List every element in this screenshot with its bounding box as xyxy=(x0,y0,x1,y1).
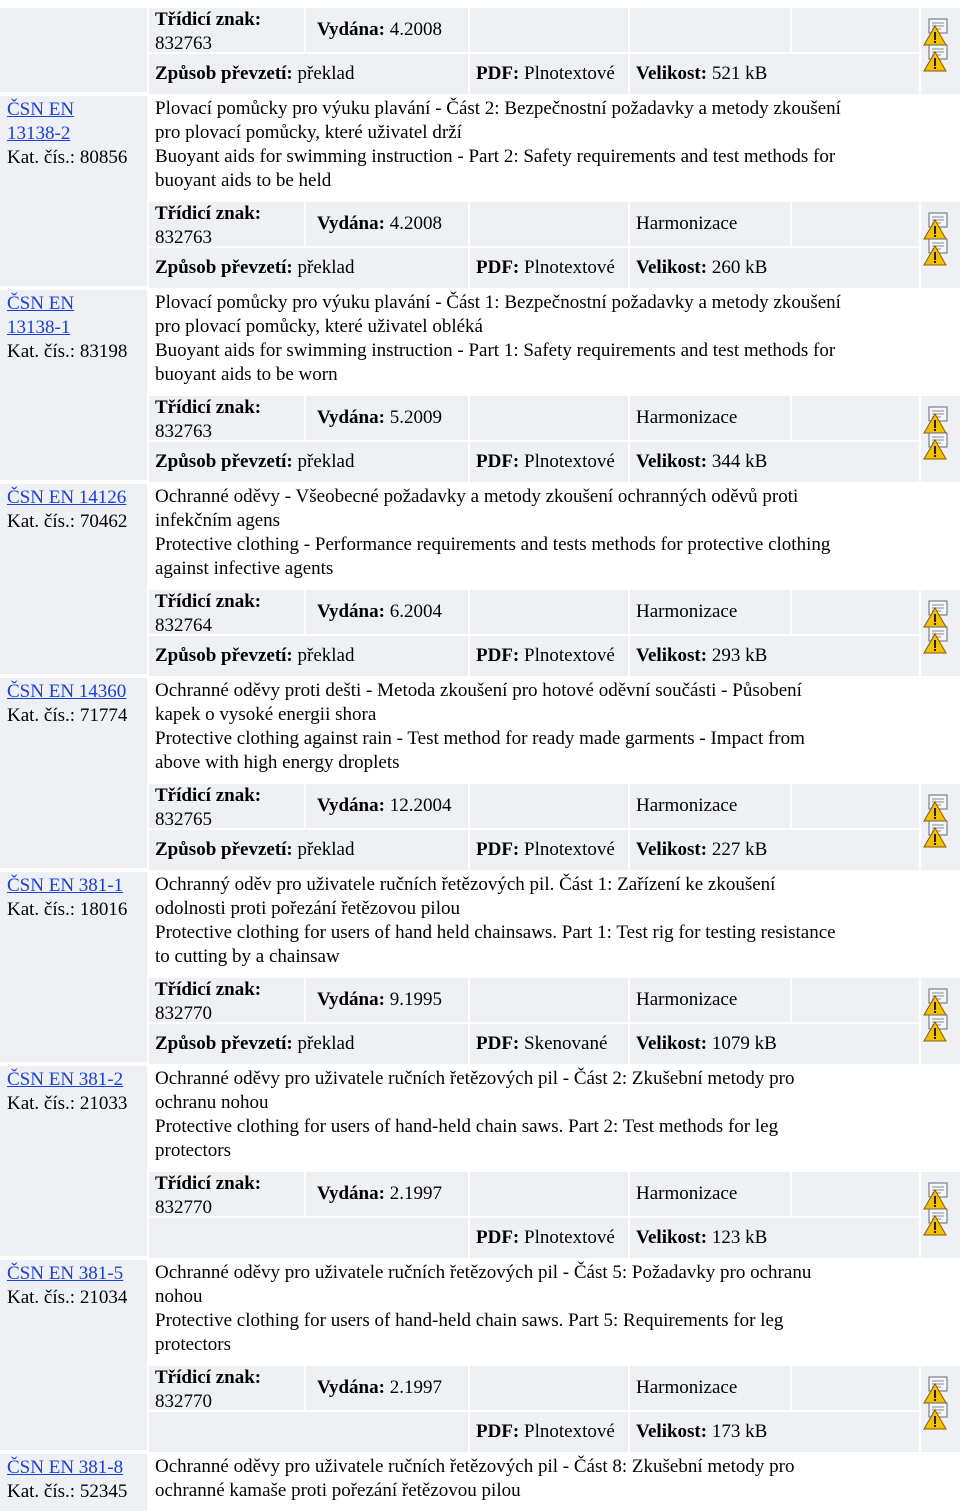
harmonizace-cell xyxy=(630,1366,790,1410)
kat-label: Kat. čís.: xyxy=(7,1287,76,1308)
vydana-value: 4.2008 xyxy=(389,19,442,40)
vydana-value: 9.1995 xyxy=(389,989,442,1010)
title-en-line: protectors xyxy=(155,1334,231,1355)
zpusob-value: překlad xyxy=(297,839,355,860)
zpusob-label: Způsob převzetí: xyxy=(155,451,293,472)
document-warning-icon[interactable] xyxy=(923,988,954,1016)
title-cz-line: ochranné kamaše proti pořezání řetězovou pilou xyxy=(155,1480,521,1501)
title-cz-line: ochranu nohou xyxy=(155,1092,269,1113)
kat-value: 21034 xyxy=(79,1287,128,1308)
empty-cell xyxy=(792,784,919,828)
standard-link[interactable]: ČSN EN 14360 xyxy=(7,681,127,702)
zpusob-cell xyxy=(149,830,468,870)
standard-cell xyxy=(0,290,147,480)
standard-link[interactable]: ČSN EN 13138-2 xyxy=(7,99,75,144)
title-en-line: above with high energy droplets xyxy=(155,752,400,773)
kat-value: 52345 xyxy=(79,1481,128,1502)
document-warning-icon[interactable] xyxy=(923,1376,954,1404)
kat-value: 21033 xyxy=(79,1093,128,1114)
pdf-cell xyxy=(470,830,628,870)
trideni-label: Třídicí znak: xyxy=(155,591,262,612)
vydana-label: Vydána: xyxy=(317,795,385,816)
title-cz-line: Ochranný oděv pro uživatele ručních řetězových pil. Část 1: Zařízení ke zkoušení xyxy=(155,874,776,895)
item-icons xyxy=(921,590,960,676)
standard-cell xyxy=(0,678,147,868)
document-warning-icon[interactable] xyxy=(923,1182,954,1210)
zpusob-label: Způsob převzetí: xyxy=(155,257,293,278)
zpusob-label: Způsob převzetí: xyxy=(155,645,293,666)
velikost-cell xyxy=(630,830,919,870)
trideni-value: 832763 xyxy=(155,33,212,52)
document-warning-icon[interactable] xyxy=(923,1208,954,1236)
trideni-value: 832770 xyxy=(155,1003,212,1022)
pdf-value: Plnotextové xyxy=(524,451,615,472)
title-cz-line: Ochranné oděvy - Všeobecné požadavky a metody zkoušení ochranných oděvů proti xyxy=(155,486,799,507)
harmonizace-value: Harmonizace xyxy=(636,407,738,428)
vydana-label: Vydána: xyxy=(317,1377,385,1398)
trideni-cell xyxy=(149,1366,304,1410)
velikost-cell xyxy=(630,1024,919,1064)
standard-description xyxy=(149,290,919,387)
pdf-label: PDF: xyxy=(476,1421,520,1442)
standard-entry xyxy=(149,678,919,868)
harmonizace-cell xyxy=(630,202,790,246)
title-cz-line: nohou xyxy=(155,1286,203,1307)
title-cz-line: Plovací pomůcky pro výuku plavání - Část 2: Bezpečnostní požadavky a metody zkoušení xyxy=(155,98,841,119)
pdf-label: PDF: xyxy=(476,839,520,860)
velikost-value: 521 kB xyxy=(711,63,768,84)
vydana-label: Vydána: xyxy=(317,213,385,234)
standard-description xyxy=(149,484,919,581)
zpusob-cell xyxy=(149,248,468,288)
trideni-value: 832763 xyxy=(155,421,212,440)
vydana-cell xyxy=(306,202,468,246)
trideni-cell xyxy=(149,202,304,246)
item-icons xyxy=(921,396,960,482)
zpusob-cell xyxy=(149,636,468,676)
item-icons xyxy=(921,784,960,870)
standard-link[interactable]: ČSN EN 381-2 xyxy=(7,1069,124,1090)
pdf-label: PDF: xyxy=(476,63,520,84)
trideni-cell xyxy=(149,396,304,440)
kat-value: 71774 xyxy=(79,705,128,726)
title-en-line: Buoyant aids for swimming instruction - Part 1: Safety requirements and test methods for xyxy=(155,340,836,361)
empty-cell xyxy=(792,978,919,1022)
title-cz-line: infekčním agens xyxy=(155,510,281,531)
pdf-cell xyxy=(470,1218,628,1258)
vydana-cell xyxy=(306,978,468,1022)
empty-cell xyxy=(792,396,919,440)
vydana-label: Vydána: xyxy=(317,407,385,428)
zpusob-value: překlad xyxy=(297,63,355,84)
title-cz-line: pro plovací pomůcky, které uživatel drží xyxy=(155,122,462,143)
title-cz-line: odolnosti proti pořezání řetězovou pilou xyxy=(155,898,460,919)
empty-cell xyxy=(470,8,628,52)
title-en-line: Protective clothing for users of hand-held chain saws. Part 2: Test methods for leg xyxy=(155,1116,779,1137)
zpusob-cell xyxy=(149,54,468,94)
standard-cell xyxy=(0,872,147,1062)
zpusob-cell xyxy=(149,1024,468,1064)
kat-value: 80856 xyxy=(79,147,128,168)
trideni-label: Třídicí znak: xyxy=(155,785,262,806)
velikost-cell xyxy=(630,636,919,676)
standard-entry xyxy=(149,96,919,286)
document-warning-icon[interactable] xyxy=(923,406,954,434)
vydana-value: 6.2004 xyxy=(389,601,442,622)
top-left-cell xyxy=(0,8,147,92)
pdf-label: PDF: xyxy=(476,1227,520,1248)
empty-cell xyxy=(792,202,919,246)
zpusob-value: překlad xyxy=(297,451,355,472)
standard-cell xyxy=(0,1454,147,1511)
empty-cell xyxy=(470,396,628,440)
item-icons xyxy=(921,202,960,288)
title-en-line: Protective clothing against rain - Test method for ready made garments - Impact from xyxy=(155,728,805,749)
standard-entry xyxy=(149,872,919,1062)
vydana-cell xyxy=(306,396,468,440)
empty-cell xyxy=(470,1366,628,1410)
velikost-value: 123 kB xyxy=(711,1227,768,1248)
empty-cell xyxy=(792,8,919,52)
harmonizace-cell xyxy=(630,590,790,634)
vydana-value: 5.2009 xyxy=(389,407,442,428)
trideni-value: 832763 xyxy=(155,227,212,246)
harmonizace-value: Harmonizace xyxy=(636,1377,738,1398)
zpusob-label: Způsob převzetí: xyxy=(155,63,293,84)
kat-value: 70462 xyxy=(79,511,128,532)
zpusob-cell xyxy=(149,442,468,482)
velikost-label: Velikost: xyxy=(636,257,708,278)
pdf-label: PDF: xyxy=(476,1033,520,1054)
item-icons xyxy=(921,1366,960,1452)
title-cz-line: Ochranné oděvy pro uživatele ručních řetězových pil - Část 8: Zkušební metody pro xyxy=(155,1456,795,1477)
vydana-cell xyxy=(306,1172,468,1216)
harmonizace-value: Harmonizace xyxy=(636,795,738,816)
standard-description xyxy=(149,872,919,969)
velikost-value: 260 kB xyxy=(711,257,768,278)
kat-label: Kat. čís.: xyxy=(7,147,76,168)
trideni-cell xyxy=(149,590,304,634)
zpusob-label: Způsob převzetí: xyxy=(155,839,293,860)
pdf-cell xyxy=(470,1024,628,1064)
harmonizace-cell xyxy=(630,978,790,1022)
title-cz-line: kapek o vysoké energii shora xyxy=(155,704,377,725)
kat-label: Kat. čís.: xyxy=(7,899,76,920)
title-cz-line: Ochranné oděvy pro uživatele ručních řetězových pil - Část 2: Zkušební metody pro xyxy=(155,1068,795,1089)
trideni-value: 832770 xyxy=(155,1391,212,1410)
kat-label: Kat. čís.: xyxy=(7,1481,76,1502)
pdf-cell xyxy=(470,54,628,94)
title-cz-line: pro plovací pomůcky, které uživatel obléká xyxy=(155,316,483,337)
standard-entry xyxy=(149,1454,919,1511)
trideni-cell xyxy=(149,978,304,1022)
vydana-label: Vydána: xyxy=(317,19,385,40)
standard-entry xyxy=(149,484,919,674)
pdf-cell xyxy=(470,442,628,482)
standard-link[interactable]: ČSN EN 381-8 xyxy=(7,1457,124,1478)
velikost-value: 293 kB xyxy=(711,645,768,666)
velikost-value: 1079 kB xyxy=(711,1033,777,1054)
standard-cell xyxy=(0,1066,147,1256)
vydana-cell xyxy=(306,784,468,828)
title-cz-line: Ochranné oděvy proti dešti - Metoda zkoušení pro hotové oděvní součásti - Působení xyxy=(155,680,802,701)
top-icons xyxy=(921,8,960,94)
document-warning-icon[interactable] xyxy=(923,212,954,240)
velikost-label: Velikost: xyxy=(636,839,708,860)
vydana-value: 2.1997 xyxy=(389,1183,442,1204)
document-warning-icon[interactable] xyxy=(923,44,954,72)
zpusob-cell xyxy=(149,1218,468,1258)
velikost-cell xyxy=(630,1218,919,1258)
velikost-value: 344 kB xyxy=(711,451,768,472)
standard-link[interactable]: ČSN EN 13138-1 xyxy=(7,293,75,338)
empty-cell xyxy=(470,1172,628,1216)
velikost-label: Velikost: xyxy=(636,63,708,84)
empty-cell xyxy=(470,590,628,634)
standard-link[interactable]: ČSN EN 381-1 xyxy=(7,875,124,896)
empty-cell xyxy=(470,784,628,828)
velikost-label: Velikost: xyxy=(636,1033,708,1054)
pdf-value: Plnotextové xyxy=(524,839,615,860)
zpusob-label: Způsob převzetí: xyxy=(155,1033,293,1054)
harmonizace-value: Harmonizace xyxy=(636,213,738,234)
document-warning-icon[interactable] xyxy=(923,794,954,822)
empty-cell xyxy=(792,1172,919,1216)
empty-cell xyxy=(470,978,628,1022)
pdf-label: PDF: xyxy=(476,645,520,666)
vydana-cell xyxy=(306,8,468,52)
velikost-label: Velikost: xyxy=(636,451,708,472)
velikost-label: Velikost: xyxy=(636,1227,708,1248)
zpusob-value: překlad xyxy=(297,1033,355,1054)
document-warning-icon[interactable] xyxy=(923,600,954,628)
standard-description xyxy=(149,96,919,193)
kat-label: Kat. čís.: xyxy=(7,1093,76,1114)
standard-entry xyxy=(149,290,919,480)
standard-description xyxy=(149,1260,919,1357)
vydana-label: Vydána: xyxy=(317,1183,385,1204)
item-icons xyxy=(921,1172,960,1258)
standard-entry xyxy=(149,1260,919,1450)
pdf-value: Plnotextové xyxy=(524,257,615,278)
title-en-line: buoyant aids to be worn xyxy=(155,364,338,385)
zpusob-value: překlad xyxy=(297,257,355,278)
pdf-value: Plnotextové xyxy=(524,1421,615,1442)
trideni-label: Třídicí znak: xyxy=(155,397,262,418)
title-en-line: buoyant aids to be held xyxy=(155,170,332,191)
zpusob-cell xyxy=(149,1412,468,1452)
zpusob-value: překlad xyxy=(297,645,355,666)
standard-description xyxy=(149,1454,919,1503)
trideni-label: Třídicí znak: xyxy=(155,979,262,1000)
document-warning-icon[interactable] xyxy=(923,238,954,266)
velikost-value: 173 kB xyxy=(711,1421,768,1442)
kat-label: Kat. čís.: xyxy=(7,341,76,362)
pdf-value: Plnotextové xyxy=(524,1227,615,1248)
velikost-value: 227 kB xyxy=(711,839,768,860)
velikost-label: Velikost: xyxy=(636,1421,708,1442)
kat-label: Kat. čís.: xyxy=(7,511,76,532)
kat-value: 83198 xyxy=(79,341,128,362)
pdf-value: Plnotextové xyxy=(524,63,615,84)
trideni-label: Třídicí znak: xyxy=(155,9,262,30)
vydana-value: 4.2008 xyxy=(389,213,442,234)
title-en-line: Protective clothing - Performance requirements and tests methods for protective clothing xyxy=(155,534,831,555)
empty-cell xyxy=(470,202,628,246)
kat-value: 18016 xyxy=(79,899,128,920)
title-en-line: Protective clothing for users of hand held chainsaws. Part 1: Test rig for testing resistance xyxy=(155,922,836,943)
pdf-label: PDF: xyxy=(476,451,520,472)
pdf-value: Plnotextové xyxy=(524,645,615,666)
velikost-label: Velikost: xyxy=(636,645,708,666)
trideni-value: 832764 xyxy=(155,615,212,634)
empty-cell xyxy=(792,1366,919,1410)
standard-cell xyxy=(0,484,147,674)
standard-description xyxy=(149,1066,919,1163)
velikost-cell xyxy=(630,54,919,94)
pdf-cell xyxy=(470,248,628,288)
title-en-line: to cutting by a chainsaw xyxy=(155,946,340,967)
harmonizace-value: Harmonizace xyxy=(636,601,738,622)
kat-label: Kat. čís.: xyxy=(7,705,76,726)
standard-cell xyxy=(0,1260,147,1450)
standard-entry xyxy=(149,1066,919,1256)
harmonizace-cell xyxy=(630,396,790,440)
vydana-value: 12.2004 xyxy=(389,795,452,816)
harmonizace-value: Harmonizace xyxy=(636,1183,738,1204)
vydana-label: Vydána: xyxy=(317,601,385,622)
trideni-value: 832770 xyxy=(155,1197,212,1216)
standard-link[interactable]: ČSN EN 381-5 xyxy=(7,1263,124,1284)
document-warning-icon[interactable] xyxy=(923,1014,954,1042)
pdf-label: PDF: xyxy=(476,257,520,278)
trideni-cell xyxy=(149,784,304,828)
standard-description xyxy=(149,678,919,775)
title-cz-line: Ochranné oděvy pro uživatele ručních řetězových pil - Část 5: Požadavky pro ochranu xyxy=(155,1262,812,1283)
trideni-cell xyxy=(149,8,304,52)
top-entry-meta xyxy=(149,0,919,92)
harmonizace-value: Harmonizace xyxy=(636,989,738,1010)
vydana-value: 2.1997 xyxy=(389,1377,442,1398)
pdf-cell xyxy=(470,636,628,676)
empty-cell xyxy=(630,8,790,52)
trideni-cell xyxy=(149,1172,304,1216)
harmonizace-cell xyxy=(630,1172,790,1216)
vydana-label: Vydána: xyxy=(317,989,385,1010)
vydana-cell xyxy=(306,590,468,634)
trideni-label: Třídicí znak: xyxy=(155,1367,262,1388)
title-en-line: protectors xyxy=(155,1140,231,1161)
velikost-cell xyxy=(630,1412,919,1452)
title-en-line: against infective agents xyxy=(155,558,334,579)
title-en-line: Protective clothing for users of hand-held chain saws. Part 5: Requirements for leg xyxy=(155,1310,784,1331)
trideni-label: Třídicí znak: xyxy=(155,203,262,224)
pdf-cell xyxy=(470,1412,628,1452)
document-warning-icon[interactable] xyxy=(923,1402,954,1430)
document-warning-icon[interactable] xyxy=(923,432,954,460)
document-warning-icon[interactable] xyxy=(923,626,954,654)
harmonizace-cell xyxy=(630,784,790,828)
vydana-cell xyxy=(306,1366,468,1410)
title-cz-line: Plovací pomůcky pro výuku plavání - Část 1: Bezpečnostní požadavky a metody zkoušení xyxy=(155,292,841,313)
trideni-value: 832765 xyxy=(155,809,212,828)
pdf-value: Skenované xyxy=(524,1033,608,1054)
document-warning-icon[interactable] xyxy=(923,820,954,848)
standard-link[interactable]: ČSN EN 14126 xyxy=(7,487,127,508)
document-warning-icon[interactable] xyxy=(923,18,954,46)
velikost-cell xyxy=(630,248,919,288)
trideni-label: Třídicí znak: xyxy=(155,1173,262,1194)
empty-cell xyxy=(792,590,919,634)
standard-cell xyxy=(0,96,147,286)
title-en-line: Buoyant aids for swimming instruction - Part 2: Safety requirements and test methods for xyxy=(155,146,836,167)
item-icons xyxy=(921,978,960,1064)
velikost-cell xyxy=(630,442,919,482)
